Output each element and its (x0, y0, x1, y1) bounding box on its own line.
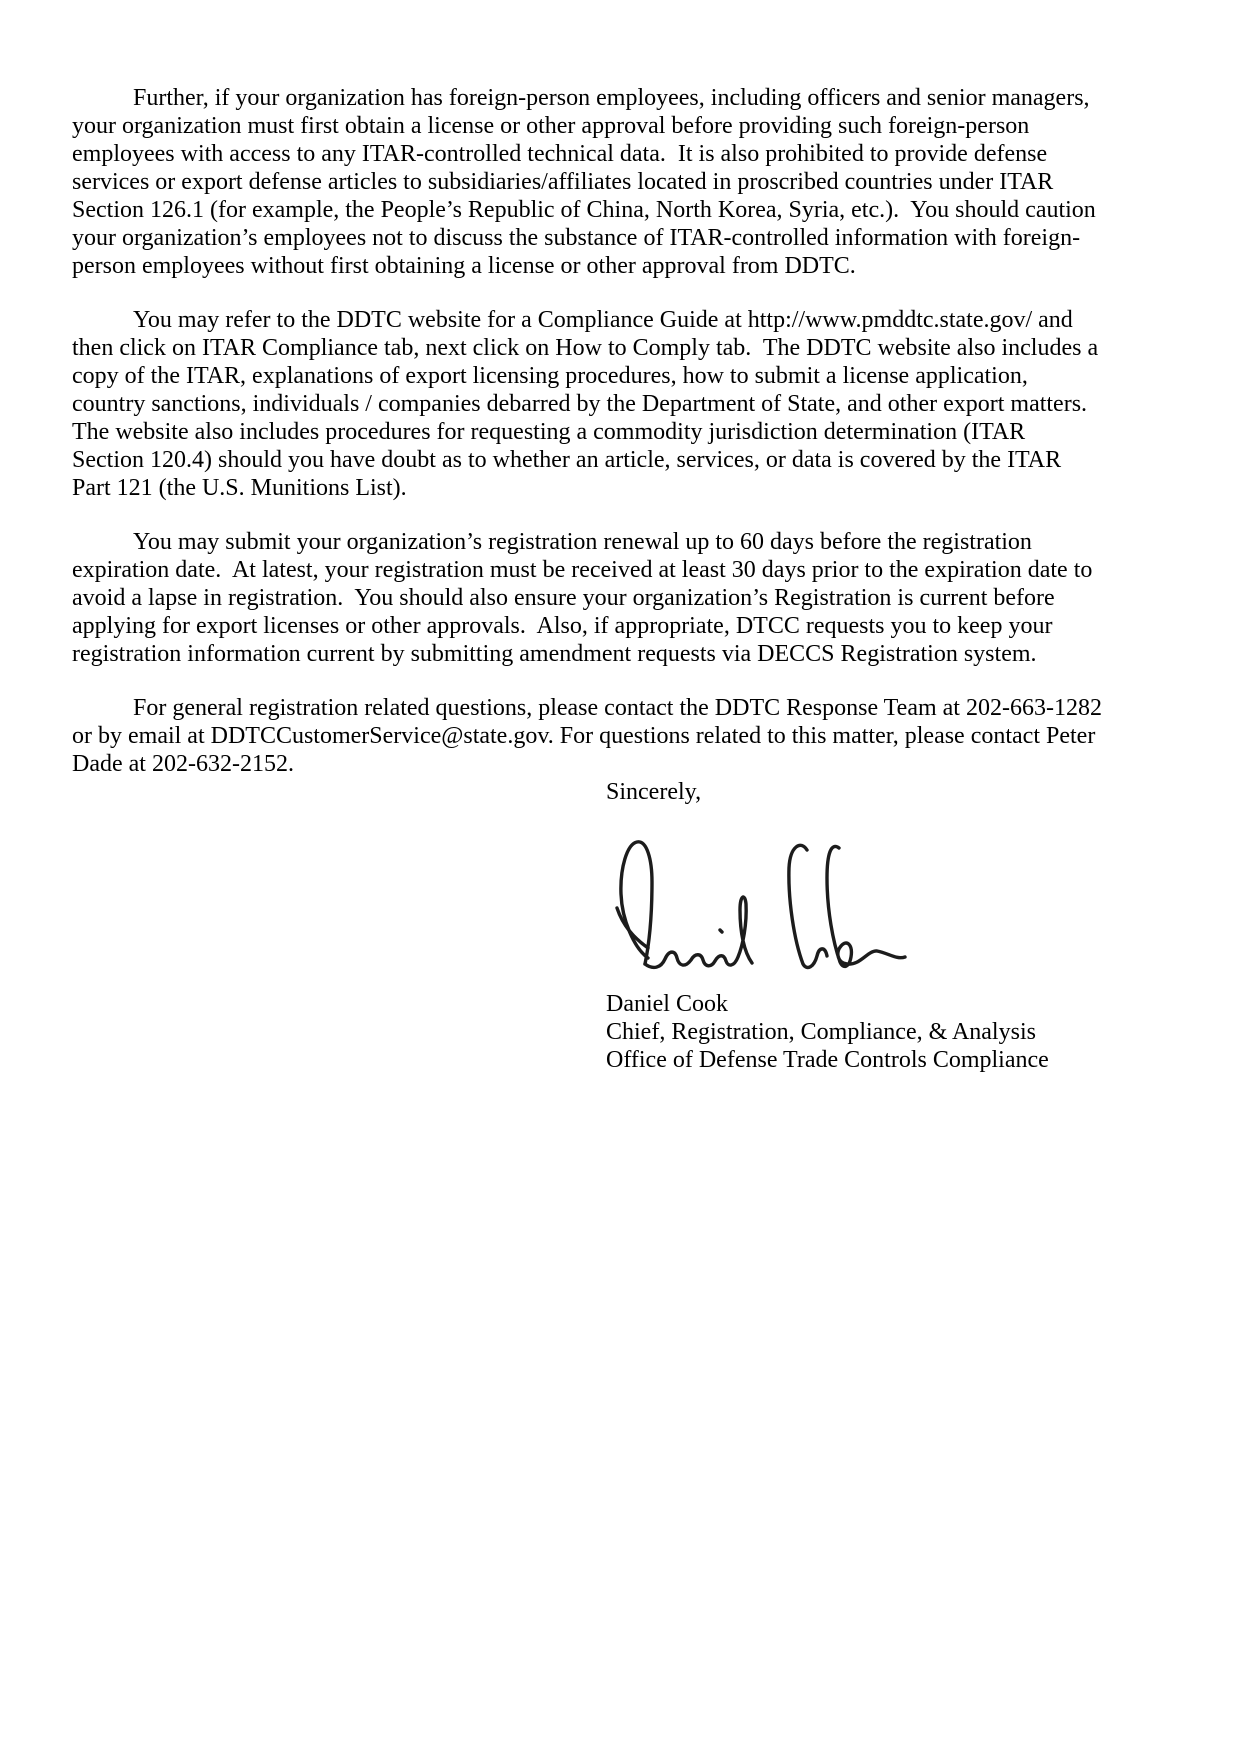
paragraph (72, 528, 1168, 668)
paragraph-line: registration information current by submitting amendment requests via DECCS Registration system. (72, 641, 1037, 667)
paragraph-line: The website also includes procedures for requesting a commodity jurisdiction determination (ITAR (72, 419, 1026, 445)
paragraph (72, 694, 1168, 778)
closing-salutation: Sincerely, (606, 779, 702, 805)
paragraph-line: then click on ITAR Compliance tab, next click on How to Comply tab. The DDTC website also includes a (72, 335, 1099, 361)
paragraph-line: employees with access to any ITAR-controlled technical data. It is also prohibited to provide defense (72, 141, 1048, 167)
letter-paragraphs (72, 84, 1168, 778)
paragraph-line: copy of the ITAR, explanations of export licensing procedures, how to submit a license application, (72, 363, 1028, 389)
signer-name: Daniel Cook (606, 991, 728, 1017)
paragraph-line: For general registration related questions, please contact the DDTC Response Team at 202-663-1282 (133, 695, 1102, 721)
paragraph-line: person employees without first obtaining a license or other approval from DDTC. (72, 253, 856, 279)
paragraph-line: You may submit your organization’s registration renewal up to 60 days before the registration (133, 529, 1032, 555)
signature-icon (608, 838, 908, 974)
paragraph-line: your organization’s employees not to discuss the substance of ITAR-controlled information with foreign- (72, 225, 1081, 251)
paragraph-line: country sanctions, individuals / companies debarred by the Department of State, and other export matters. (72, 391, 1088, 417)
paragraph-line: your organization must first obtain a license or other approval before providing such foreign-person (72, 113, 1030, 139)
paragraph (72, 306, 1168, 502)
closing-block (606, 778, 1168, 1074)
paragraph-line: Part 121 (the U.S. Munitions List). (72, 475, 407, 501)
paragraph-line: Further, if your organization has foreign-person employees, including officers and senior managers, (133, 85, 1090, 111)
paragraph (72, 84, 1168, 280)
paragraph-line: services or export defense articles to subsidiaries/affiliates located in proscribed countries under ITAR (72, 169, 1054, 195)
paragraph-line: or by email at DDTCCustomerService@state.gov. For questions related to this matter, please contact Peter (72, 723, 1096, 749)
paragraph-line: applying for export licenses or other approvals. Also, if appropriate, DTCC requests you to keep your (72, 613, 1053, 639)
paragraph-line: Dade at 202-632-2152. (72, 751, 294, 777)
paragraph-line: Section 120.4) should you have doubt as to whether an article, services, or data is covered by the ITAR (72, 447, 1062, 473)
paragraph-line: You may refer to the DDTC website for a Compliance Guide at http://www.pmddtc.state.gov/ and (133, 307, 1073, 333)
letter-body (72, 84, 1168, 1074)
paragraph-line: avoid a lapse in registration. You should also ensure your organization’s Registration is current before (72, 585, 1055, 611)
paragraph-line: Section 126.1 (for example, the People’s Republic of China, North Korea, Syria, etc.). You should caution (72, 197, 1096, 223)
signer-office: Office of Defense Trade Controls Compliance (606, 1047, 1049, 1073)
paragraph-line: expiration date. At latest, your registration must be received at least 30 days prior to the expiration date to (72, 557, 1093, 583)
handwritten-signature (608, 838, 908, 974)
signer-title: Chief, Registration, Compliance, & Analysis (606, 1019, 1036, 1045)
